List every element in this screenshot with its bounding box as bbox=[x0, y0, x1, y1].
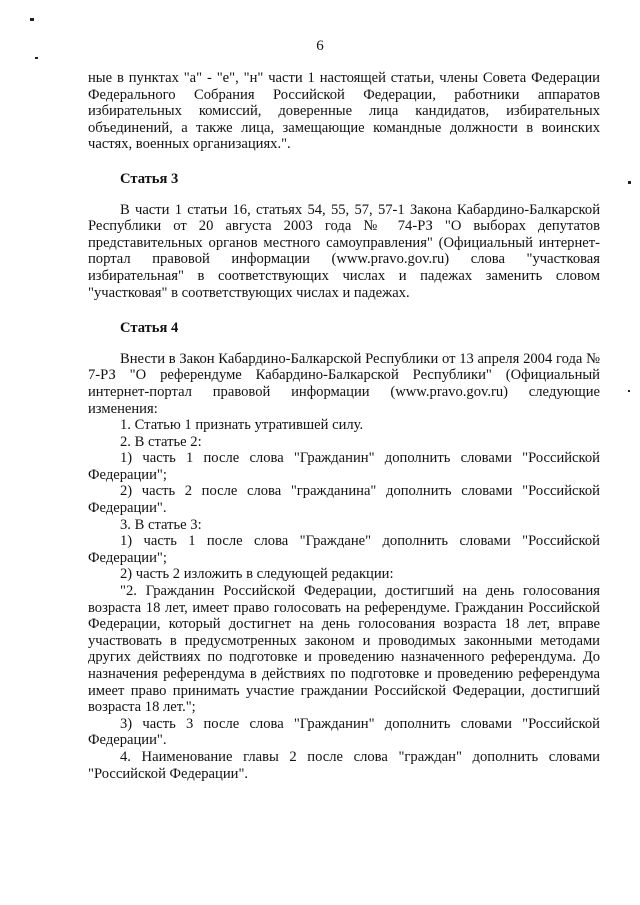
scan-artifact bbox=[35, 57, 38, 59]
article-3-text: В части 1 статьи 16, статьях 54, 55, 57, 57-1 Закона Кабардино-Балкарской Республики от 20 августа 2003 года № 74-РЗ "О выборах депутатов представительных органов местного самоуправления" (Официальный интернет-портал правовой информации (www.pravo.gov.ru) слова "участковая избирательная" в соответствующих числах и падежах заменить словом "участковая" в соответствующих числах и падежах. bbox=[88, 201, 600, 301]
list-item: 4. Наименование главы 2 после слова "граждан" дополнить словами "Российской Федерации". bbox=[88, 748, 600, 782]
page-number: 6 bbox=[316, 38, 324, 54]
list-item: 3. В статье 3: bbox=[120, 516, 202, 533]
intro-paragraph: ные в пунктах "а" - "е", "н" части 1 настоящей статьи, члены Совета Федерации Федерального Собрания Российской Федерации, работники аппаратов избирательных комиссий, доверенные лица кандидатов, избирательных объединений, а также лица, замещающие командные должности в воинских частях, военных организациях.". bbox=[88, 70, 600, 153]
list-item: 1) часть 1 после слова "Граждане" дополнить словами "Российской Федерации"; bbox=[88, 533, 600, 566]
list-item: 3) часть 3 после слова "Гражданин" дополнить словами "Российской Федерации". bbox=[88, 715, 600, 749]
scan-artifact bbox=[30, 18, 34, 21]
list-item: 1) часть 1 после слова "Гражданин" дополнить словами "Российской Федерации"; bbox=[88, 450, 600, 483]
article-4-heading: Статья 4 bbox=[120, 320, 179, 337]
list-item: 1. Статью 1 признать утратившей силу. bbox=[120, 417, 364, 434]
article-4-intro: Внести в Закон Кабардино-Балкарской Республики от 13 апреля 2004 года № 7-РЗ "О референдуме Кабардино-Балкарской Республики" (Официальный интернет-портал правовой информации (www.pravo.gov.ru) следующие изменения: bbox=[88, 350, 600, 417]
article-3-heading: Статья 3 bbox=[120, 170, 179, 187]
quoted-new-text: "2. Гражданин Российской Федерации, достигший на день голосования возраста 18 лет, имеет право голосовать на референдуме. Гражданин Российской Федерации, который достигнет на день голосования возраста 18 лет, вправе участвовать в предусмотренных законом и проводимых законными методами других действиях по подготовке и проведению назначенного референдума. До назначения референдума в действиях по подготовке и проведению референдума имеет право принимать участие граждании Российской Федерации, достигший возраста 18 лет."; bbox=[88, 583, 600, 716]
scan-artifact bbox=[628, 181, 631, 184]
list-item: 2) часть 2 после слова "гражданина" дополнить словами "Российской Федерации". bbox=[88, 483, 600, 517]
scan-artifact bbox=[628, 390, 630, 392]
list-item: 2) часть 2 изложить в следующей редакции: bbox=[120, 566, 394, 583]
list-item: 2. В статье 2: bbox=[120, 433, 202, 450]
document-body bbox=[88, 70, 600, 782]
